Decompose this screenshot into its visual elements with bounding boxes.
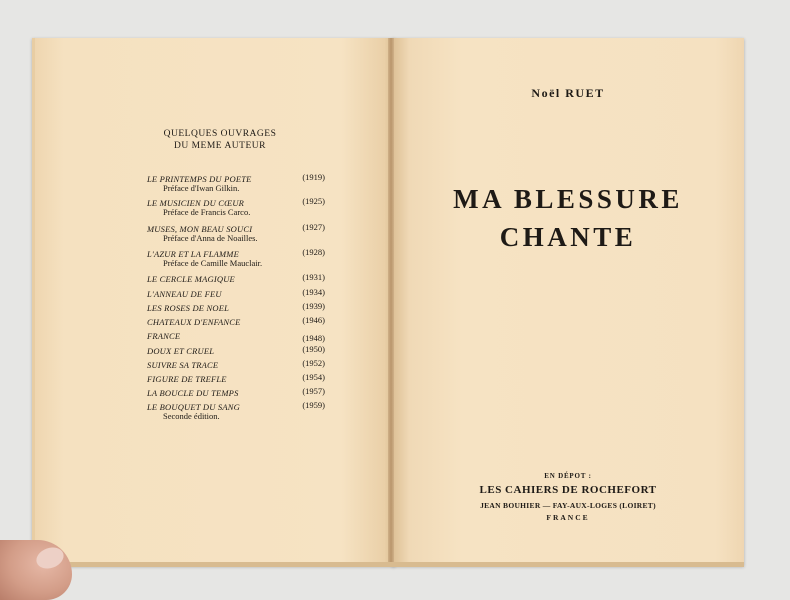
work-year: (1919) xyxy=(302,172,325,182)
work-title: LE PRINTEMPS DU POETE xyxy=(147,174,252,184)
work-year: (1952) xyxy=(302,358,325,368)
book-title-line2: CHANTE xyxy=(499,222,637,252)
page-edge xyxy=(32,562,744,567)
work-year: (1925) xyxy=(302,196,325,206)
thumb xyxy=(0,540,72,600)
work-year: (1950) xyxy=(302,344,325,354)
publisher-name: LES CAHIERS DE ROCHEFORT xyxy=(479,484,657,496)
work-entry xyxy=(147,358,325,369)
work-year: (1948) xyxy=(302,333,325,343)
works-heading-line2: DU MEME AUTEUR xyxy=(174,141,266,151)
work-entry xyxy=(147,222,325,244)
work-entry xyxy=(147,172,325,194)
work-note: Préface de Camille Mauclair. xyxy=(163,258,263,268)
work-entry xyxy=(147,287,325,298)
work-year: (1959) xyxy=(302,400,325,410)
open-book xyxy=(32,38,744,568)
works-heading xyxy=(145,128,295,152)
work-entry xyxy=(147,400,325,422)
right-page xyxy=(392,38,744,566)
work-title: FIGURE DE TREFLE xyxy=(147,374,227,384)
work-title: FRANCE xyxy=(147,331,181,341)
work-entry xyxy=(147,315,325,326)
book-gutter xyxy=(388,38,394,566)
work-year: (1957) xyxy=(302,386,325,396)
work-title: MUSES, MON BEAU SOUCI xyxy=(147,224,253,234)
work-note: Préface d'Anna de Noailles. xyxy=(163,233,258,243)
work-year: (1954) xyxy=(302,372,325,382)
publisher-address: JEAN BOUHIER — FAY-AUX-LOGES (LOIRET) xyxy=(480,501,656,510)
work-title: LE MUSICIEN DU CŒUR xyxy=(147,198,245,208)
work-entry xyxy=(147,372,325,383)
work-entry xyxy=(147,196,325,218)
work-entry xyxy=(147,329,325,343)
left-page xyxy=(32,38,395,566)
work-title: LES ROSES DE NOEL xyxy=(147,303,230,313)
work-year: (1939) xyxy=(302,301,325,311)
work-entry xyxy=(147,344,325,355)
work-entry xyxy=(147,247,325,269)
work-note: Préface de Francis Carco. xyxy=(163,207,251,217)
work-title: LA BOUCLE DU TEMPS xyxy=(147,388,239,398)
work-title: LE CERCLE MAGIQUE xyxy=(147,274,235,284)
work-title: CHATEAUX D'ENFANCE xyxy=(147,317,241,327)
work-title: LE BOUQUET DU SANG xyxy=(147,402,240,412)
work-note: Préface d'Iwan Gilkin. xyxy=(163,183,240,193)
work-title: L'AZUR ET LA FLAMME xyxy=(147,249,239,259)
work-title: SUIVRE SA TRACE xyxy=(147,360,219,370)
publisher-country: FRANCE xyxy=(546,513,590,522)
work-title: L'ANNEAU DE FEU xyxy=(147,289,222,299)
works-heading-line1: QUELQUES OUVRAGES xyxy=(163,129,277,139)
work-entry xyxy=(147,272,325,283)
book-title-line1: MA BLESSURE xyxy=(453,184,683,214)
work-year: (1934) xyxy=(302,287,325,297)
work-year: (1928) xyxy=(302,247,325,257)
work-year: (1927) xyxy=(302,222,325,232)
work-year: (1946) xyxy=(302,315,325,325)
work-entry xyxy=(147,386,325,397)
work-year: (1931) xyxy=(302,272,325,282)
work-note: Seconde édition. xyxy=(163,411,220,421)
work-title: DOUX ET CRUEL xyxy=(147,346,215,356)
book-title xyxy=(392,180,744,256)
publisher-depot: EN DÉPOT : xyxy=(544,472,592,480)
author-name: Noël RUET xyxy=(531,86,605,100)
work-entry xyxy=(147,301,325,312)
